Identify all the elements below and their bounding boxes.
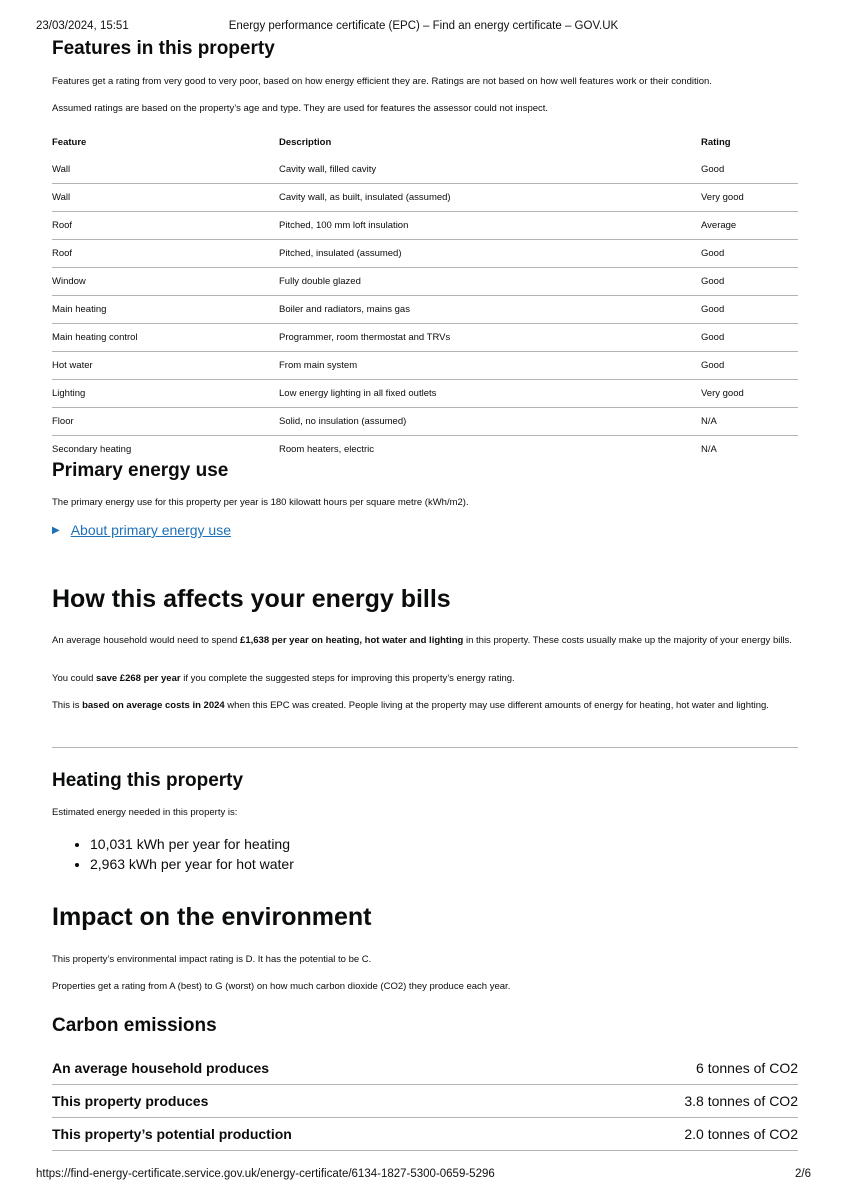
text-span: when this EPC was created. People living at the property may use different amounts of energy for heating, hot water and lighting.	[224, 700, 769, 711]
page-number: 2/6	[795, 1168, 811, 1180]
table-row	[52, 380, 798, 408]
table-row	[52, 212, 798, 240]
description-cell: Cavity wall, as built, insulated (assumed)	[279, 184, 701, 212]
rating-cell: Good	[701, 296, 798, 324]
column-header-rating: Rating	[701, 137, 731, 148]
description-cell: Solid, no insulation (assumed)	[279, 408, 701, 436]
table-row	[52, 296, 798, 324]
description-cell: Low energy lighting in all fixed outlets	[279, 380, 701, 408]
features-heading: Features in this property	[52, 38, 275, 59]
feature-cell: Roof	[52, 212, 279, 240]
table-row	[52, 240, 798, 268]
feature-cell: Floor	[52, 408, 279, 436]
print-url: https://find-energy-certificate.service.gov.uk/energy-certificate/6134-1827-5300-0659-5296	[36, 1168, 495, 1180]
description-cell: Fully double glazed	[279, 268, 701, 296]
description-cell: Pitched, 100 mm loft insulation	[279, 212, 701, 240]
about-primary-energy-link[interactable]: About primary energy use	[70, 522, 232, 538]
carbon-label: An average household produces	[52, 1060, 270, 1076]
rating-cell: Average	[701, 212, 798, 240]
text-span: if you complete the suggested steps for improving this property’s energy rating.	[180, 673, 515, 684]
carbon-value: 6 tonnes of CO2	[696, 1060, 798, 1076]
feature-cell: Main heating control	[52, 324, 279, 352]
bills-average-cost-text	[52, 635, 798, 646]
rating-cell: Good	[701, 240, 798, 268]
rating-cell: Very good	[701, 380, 798, 408]
environment-rating-text: This property’s environmental impact rating is D. It has the potential to be C.	[52, 954, 372, 965]
feature-cell: Hot water	[52, 352, 279, 380]
cost-basis-emphasis: based on average costs in 2024	[82, 700, 225, 711]
table-row	[52, 324, 798, 352]
rating-cell: Very good	[701, 184, 798, 212]
features-table-header	[52, 129, 798, 156]
rating-cell: Good	[701, 324, 798, 352]
description-cell: Cavity wall, filled cavity	[279, 164, 377, 175]
bills-saving-text	[52, 673, 798, 684]
saving-emphasis: save £268 per year	[96, 673, 181, 684]
table-row	[52, 268, 798, 296]
list-item: • 10,031 kWh per year for heating	[90, 834, 294, 854]
rating-cell: Good	[701, 352, 798, 380]
description-cell: Programmer, room thermostat and TRVs	[279, 324, 701, 352]
table-row	[52, 184, 798, 212]
section-divider	[52, 747, 798, 748]
feature-cell: Window	[52, 268, 279, 296]
features-intro-ratings: Features get a rating from very good to very poor, based on how energy efficient they are. Ratings are not based on how well features work or their condition.	[52, 76, 712, 87]
description-cell: From main system	[279, 352, 701, 380]
environment-scale-text: Properties get a rating from A (best) to G (worst) on how much carbon dioxide (CO2) they produce each year.	[52, 981, 511, 992]
primary-energy-text: The primary energy use for this property per year is 180 kilowatt hours per square metre (kWh/m2).	[52, 497, 469, 508]
table-row	[52, 352, 798, 380]
average-cost-emphasis: £1,638 per year on heating, hot water and lighting	[240, 635, 464, 646]
table-row	[52, 156, 798, 184]
environment-heading: Impact on the environment	[52, 903, 372, 931]
carbon-heading: Carbon emissions	[52, 1015, 217, 1036]
description-cell: Pitched, insulated (assumed)	[279, 240, 701, 268]
table-row	[52, 408, 798, 436]
rating-cell: N/A	[701, 408, 798, 436]
text-span: in this property. These costs usually make up the majority of your energy bills.	[463, 635, 792, 646]
heating-energy-list	[52, 834, 294, 874]
description-cell: Boiler and radiators, mains gas	[279, 296, 701, 324]
primary-energy-heading: Primary energy use	[52, 460, 229, 481]
heating-intro: Estimated energy needed in this property is:	[52, 807, 238, 818]
print-date: 23/03/2024, 15:51	[36, 20, 129, 32]
carbon-row-average	[52, 1052, 798, 1085]
rating-cell: Good	[701, 164, 725, 175]
carbon-value: 2.0 tonnes of CO2	[684, 1126, 798, 1142]
triangle-right-icon: ▶	[52, 524, 60, 536]
feature-cell: Main heating	[52, 296, 279, 324]
table-row	[52, 436, 798, 464]
energy-bills-heading: How this affects your energy bills	[52, 585, 451, 613]
carbon-value: 3.8 tonnes of CO2	[684, 1093, 798, 1109]
carbon-row-property	[52, 1085, 798, 1118]
about-primary-energy-details[interactable]	[52, 522, 231, 538]
text-span: An average household would need to spend	[52, 635, 241, 646]
features-intro-assumed: Assumed ratings are based on the property’s age and type. They are used for features the assessor could not inspect.	[52, 103, 549, 114]
feature-cell: Secondary heating	[52, 436, 279, 464]
text-span: This is	[52, 700, 83, 711]
print-page-title: Energy performance certificate (EPC) – Find an energy certificate – GOV.UK	[228, 20, 619, 32]
column-header-feature: Feature	[52, 137, 87, 148]
text-span: You could	[52, 673, 97, 684]
print-header	[36, 20, 811, 34]
feature-cell: Wall	[52, 184, 279, 212]
rating-cell: Good	[701, 268, 798, 296]
list-item: • 2,963 kWh per year for hot water	[90, 854, 294, 874]
carbon-row-potential	[52, 1118, 798, 1151]
feature-cell: Lighting	[52, 380, 279, 408]
rating-cell: N/A	[701, 436, 798, 464]
heating-heading: Heating this property	[52, 770, 244, 791]
column-header-description: Description	[279, 137, 332, 148]
features-table	[52, 129, 798, 463]
carbon-label: This property’s potential production	[52, 1126, 292, 1142]
description-cell: Room heaters, electric	[279, 436, 701, 464]
bills-cost-basis-text	[52, 700, 798, 711]
feature-cell: Roof	[52, 240, 279, 268]
print-footer	[36, 1168, 811, 1182]
feature-cell: Wall	[52, 164, 71, 175]
carbon-label: This property produces	[52, 1093, 209, 1109]
